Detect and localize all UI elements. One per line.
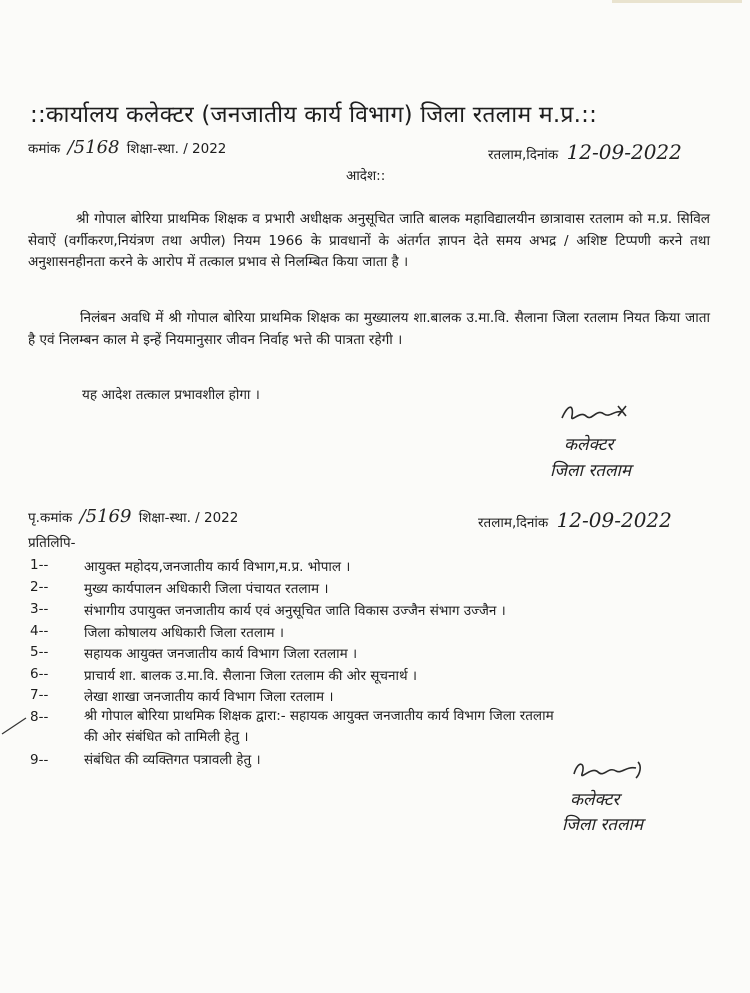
- order-paragraph-3: यह आदेश तत्काल प्रभावशील होगा ।: [82, 387, 260, 403]
- list-item-number: 2--: [30, 579, 49, 595]
- list-item-text: श्री गोपाल बोरिया प्राथमिक शिक्षक द्वारा:- सहायक आयुक्त जनजातीय कार्य विभाग जिला रतलाम: [84, 708, 554, 724]
- signatory-place-1: जिला रतलाम: [550, 461, 632, 481]
- list-item-text: आयुक्त महोदय,जनजातीय कार्य विभाग,म.प्र. भोपाल ।: [84, 559, 351, 575]
- copy-ref-number-handwritten: /5169: [79, 506, 132, 527]
- list-item-text: सहायक आयुक्त जनजातीय कार्य विभाग जिला रतलाम ।: [84, 646, 358, 662]
- list-item-text: लेखा शाखा जनजातीय कार्य विभाग जिला रतलाम ।: [84, 689, 334, 705]
- list-item-number: 8--: [30, 709, 49, 725]
- list-item-number: 6--: [30, 666, 49, 682]
- order-title: आदेश::: [346, 168, 386, 184]
- paper-edge-mark: [612, 0, 742, 3]
- copy-ref-prefix: पृ.कमांक: [28, 510, 73, 526]
- ref-prefix: कमांक: [28, 141, 61, 157]
- copy-place-date-prefix: रतलाम,दिनांक: [478, 515, 549, 531]
- signatory-title-2: कलेक्टर: [570, 790, 620, 810]
- list-item-text: जिला कोषालय अधिकारी जिला रतलाम ।: [84, 625, 284, 641]
- ref-number-handwritten: /5168: [67, 137, 120, 158]
- list-item-number: 9--: [30, 752, 49, 768]
- office-heading: ::कार्यालय कलेक्टर (जनजातीय कार्य विभाग) जिला रतलाम म.प्र.::: [30, 102, 598, 128]
- signature-2: [566, 756, 656, 786]
- list-item-number: 1--: [30, 557, 49, 573]
- copy-date-handwritten: 12-09-2022: [556, 508, 672, 532]
- list-item-number: 3--: [30, 601, 49, 617]
- place-date-prefix: रतलाम,दिनांक: [488, 147, 559, 163]
- signatory-title-1: कलेक्टर: [564, 435, 614, 455]
- ref-suffix: शिक्षा-स्था. / 2022: [126, 141, 227, 157]
- signature-1: [556, 398, 656, 430]
- copy-reference: [28, 506, 238, 527]
- list-item-number: 4--: [30, 623, 49, 639]
- copy-place-date: [478, 508, 672, 532]
- list-item-number: 5--: [30, 644, 49, 660]
- order-paragraph-1: श्री गोपाल बोरिया प्राथमिक शिक्षक व प्रभारी अधीक्षक अनुसूचित जाति बालक महाविद्यालयीन छात्रावास रतलाम को म.प्र. सिविल सेवाऐं (वर्गीकरण,नियंत्रण तथा अपील) नियम 1966 के प्रावधानों के अंतर्गत ज्ञापन देते समय अभद्र / अशिष्ट टिप्पणी करने तथा अनुशासनहीनता करने के आरोप में तत्काल प्रभाव से निलम्बित किया जाता है ।: [28, 211, 710, 270]
- signatory-place-2: जिला रतलाम: [562, 815, 644, 835]
- list-item-text: संबंधित की व्यक्तिगत पत्रावली हेतु ।: [84, 752, 261, 768]
- order-paragraph-2: निलंबन अवधि में श्री गोपाल बोरिया प्राथमिक शिक्षक का मुख्यालय शा.बालक उ.मा.वि. सैलाना जिला रतलाम नियत किया जाता है एवं निलम्बन काल मे इन्हें नियमानुसार जीवन निर्वाह भत्ते की पात्रता रहेगी ।: [28, 310, 710, 348]
- pen-mark: [0, 712, 30, 736]
- list-item-text-continued: की ओर संबंधित को तामिली हेतु ।: [84, 729, 249, 745]
- copy-label: प्रतिलिपि-: [28, 535, 76, 551]
- date-handwritten: 12-09-2022: [566, 140, 682, 164]
- order-reference: [28, 137, 226, 158]
- list-item-text: प्राचार्य शा. बालक उ.मा.वि. सैलाना जिला रतलाम की ओर सूचनार्थ ।: [84, 668, 418, 684]
- copy-ref-suffix: शिक्षा-स्था. / 2022: [138, 510, 239, 526]
- list-item-number: 7--: [30, 687, 49, 703]
- order-place-date: [488, 140, 682, 164]
- list-item-text: संभागीय उपायुक्त जनजातीय कार्य एवं अनुसूचित जाति विकास उज्जैन संभाग उज्जैन ।: [84, 603, 506, 619]
- list-item-text: मुख्य कार्यपालन अधिकारी जिला पंचायत रतलाम ।: [84, 581, 329, 597]
